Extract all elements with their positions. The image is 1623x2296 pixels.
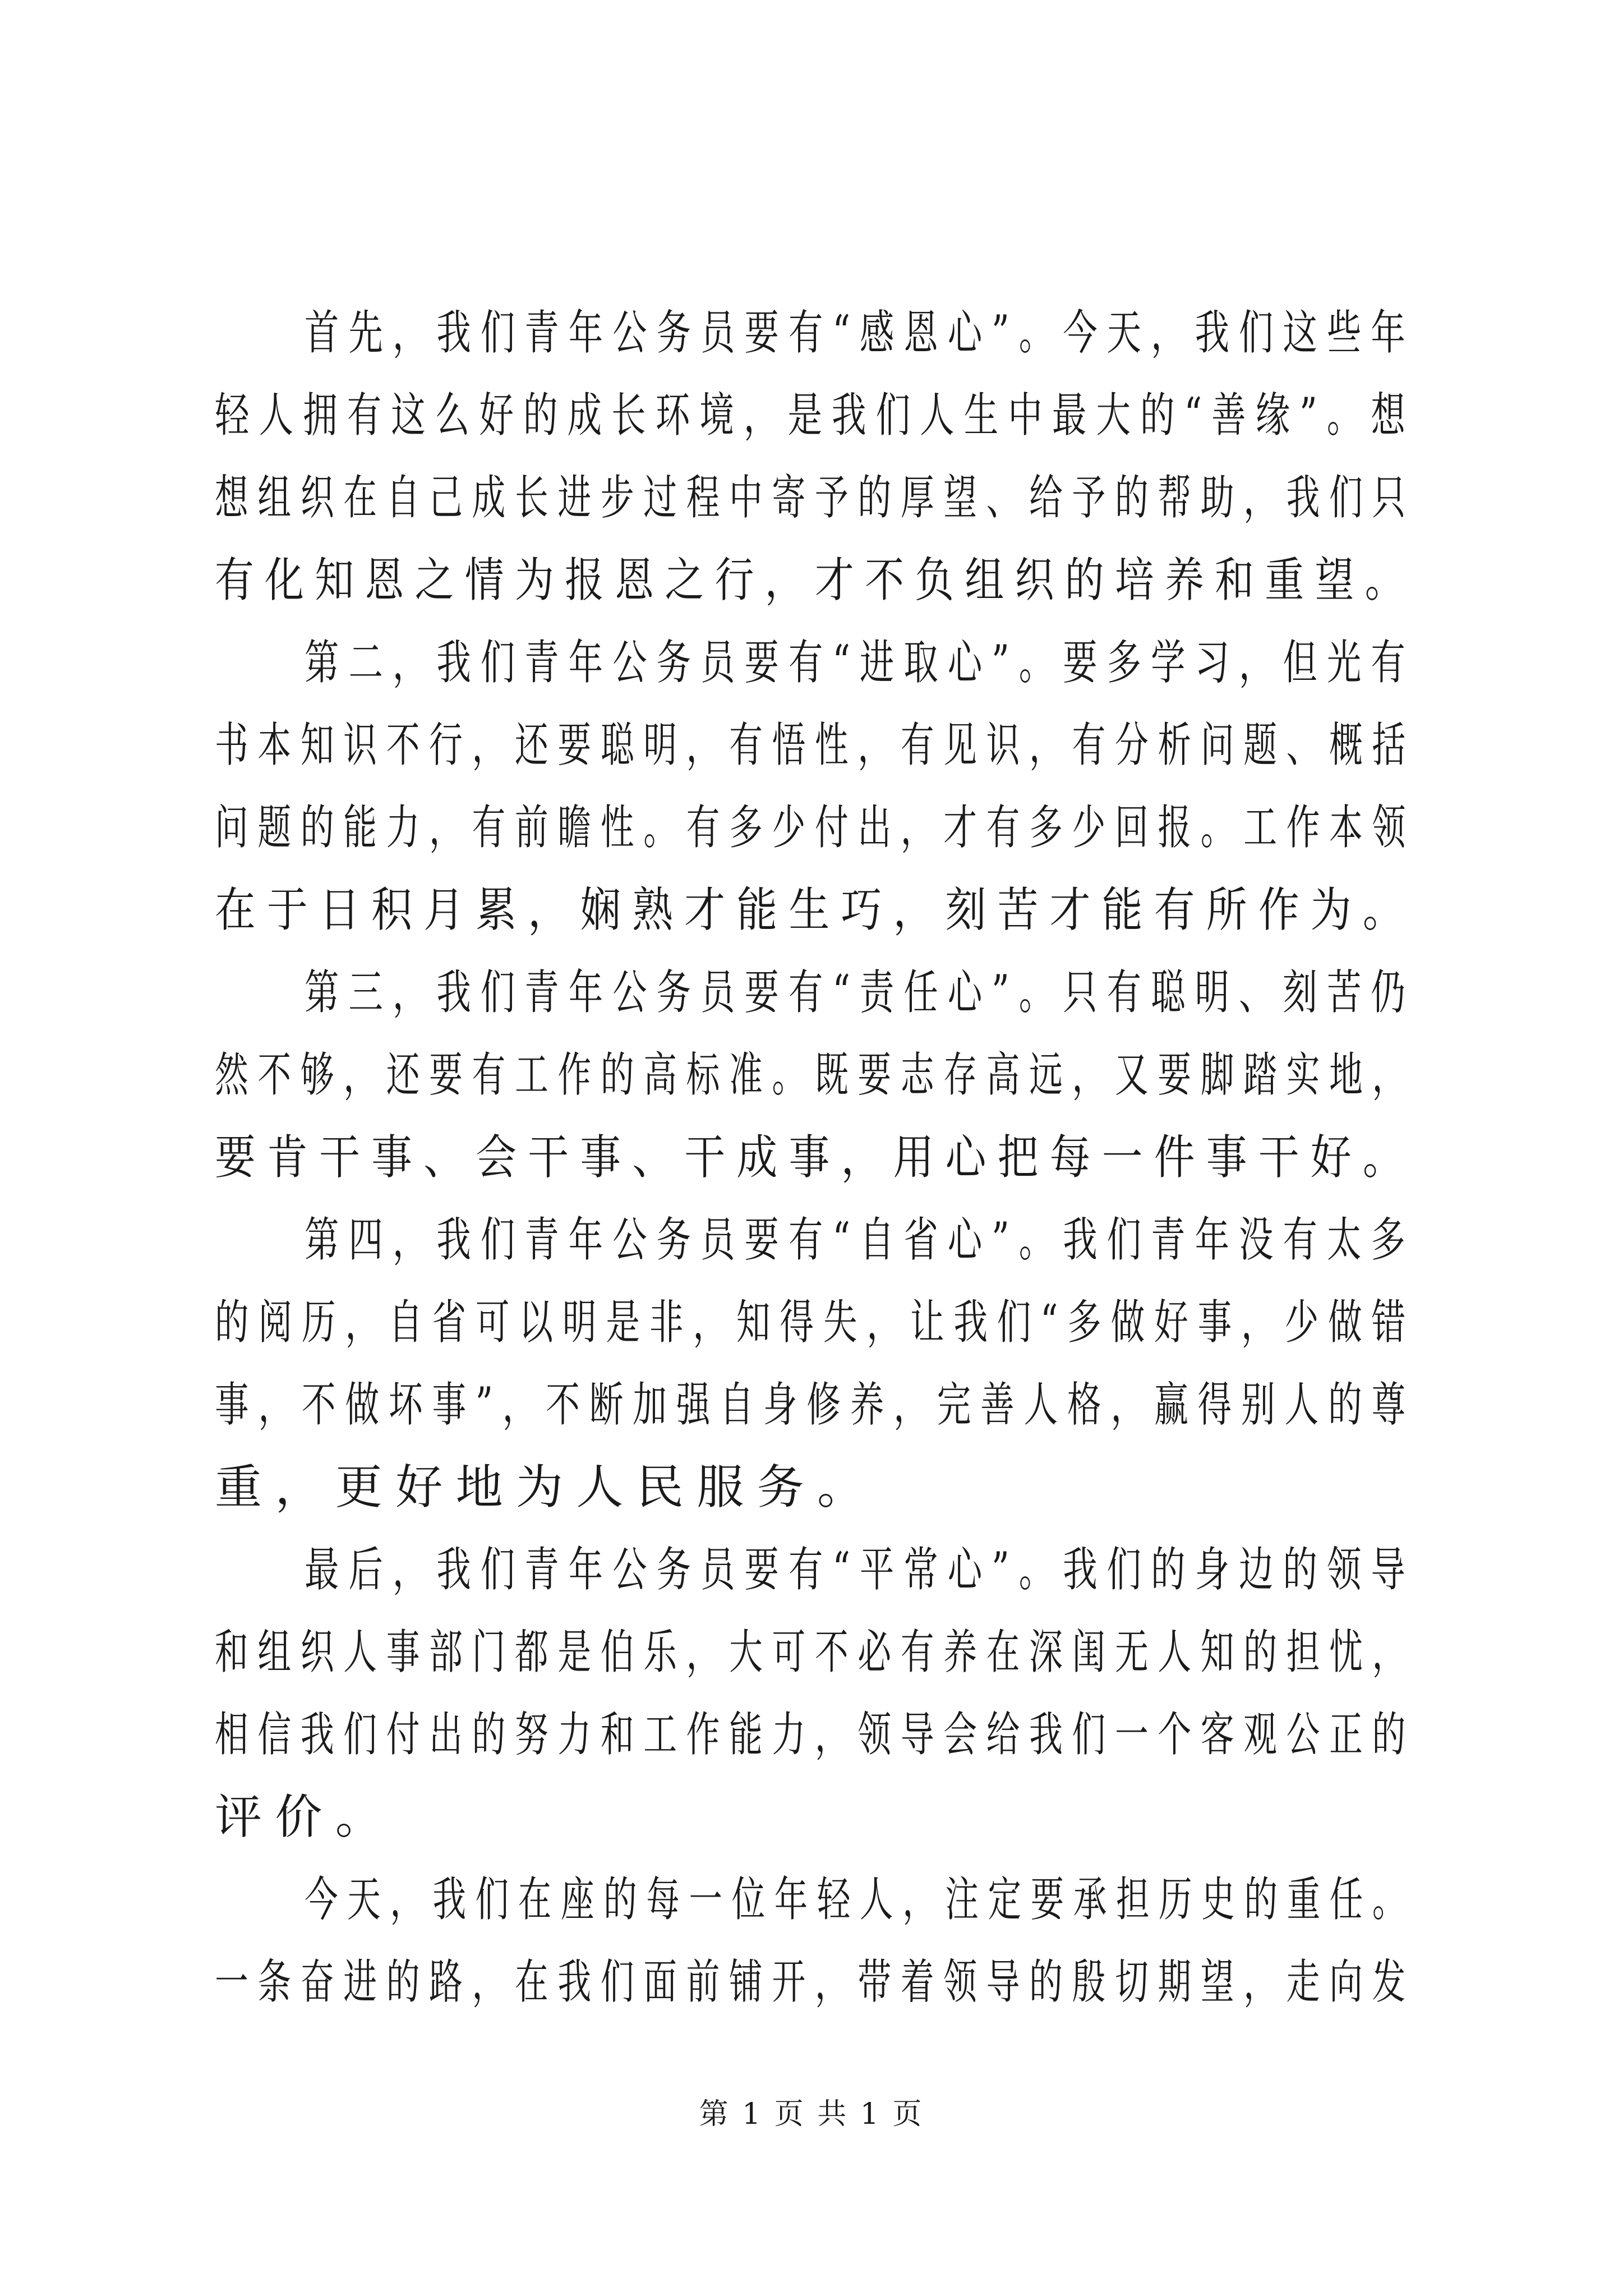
text-line: 相信我们付出的努力和工作能力，领导会给我们一个客观公正的 (215, 1707, 1415, 1762)
text-line: 今天，我们在座的每一位年轻人，注定要承担历史的重任。 (305, 1872, 1415, 1927)
text-line: 书本知识不行，还要聪明，有悟性，有见识，有分析问题、概括 (215, 717, 1415, 772)
text-line: 第四，我们青年公务员要有“自省心”。我们青年没有太多 (305, 1212, 1415, 1267)
text-line: 想组织在自己成长进步过程中寄予的厚望、给予的帮助，我们只 (215, 470, 1415, 525)
text-line: 最后，我们青年公务员要有“平常心”。我们的身边的领导 (305, 1542, 1415, 1597)
text-line: 一条奋进的路，在我们面前铺开，带着领导的殷切期望，走向发 (215, 1954, 1415, 2009)
text-line: 事，不做坏事”，不断加强自身修养，完善人格，赢得别人的尊 (215, 1377, 1415, 1432)
text-line: 重，更好地为人民服务。 (215, 1460, 878, 1515)
text-line: 问题的能力，有前瞻性。有多少付出，才有多少回报。工作本领 (215, 800, 1415, 855)
text-line: 要肯干事、会干事、干成事，用心把每一件事干好。 (215, 1130, 1415, 1185)
text-line: 然不够，还要有工作的高标准。既要志存高远，又要脚踏实地， (215, 1047, 1415, 1102)
page-footer: 第 1 页 共 1 页 (699, 2097, 924, 2131)
text-line: 第三，我们青年公务员要有“责任心”。只有聪明、刻苦仍 (305, 965, 1415, 1020)
text-line: 的阅历，自省可以明是非，知得失，让我们“多做好事，少做错 (215, 1295, 1415, 1350)
text-line: 轻人拥有这么好的成长环境，是我们人生中最大的“善缘”。想 (215, 388, 1415, 443)
text-line: 第二，我们青年公务员要有“进取心”。要多学习，但光有 (305, 635, 1415, 690)
text-line: 在于日积月累，娴熟才能生巧，刻苦才能有所作为。 (215, 882, 1415, 937)
text-line: 评价。 (215, 1789, 396, 1844)
text-line: 和组织人事部门都是伯乐，大可不必有养在深闺无人知的担忧， (215, 1625, 1415, 1680)
text-line: 首先，我们青年公务员要有“感恩心”。今天，我们这些年 (305, 305, 1415, 360)
text-line: 有化知恩之情为报恩之行，才不负组织的培养和重望。 (215, 553, 1415, 608)
